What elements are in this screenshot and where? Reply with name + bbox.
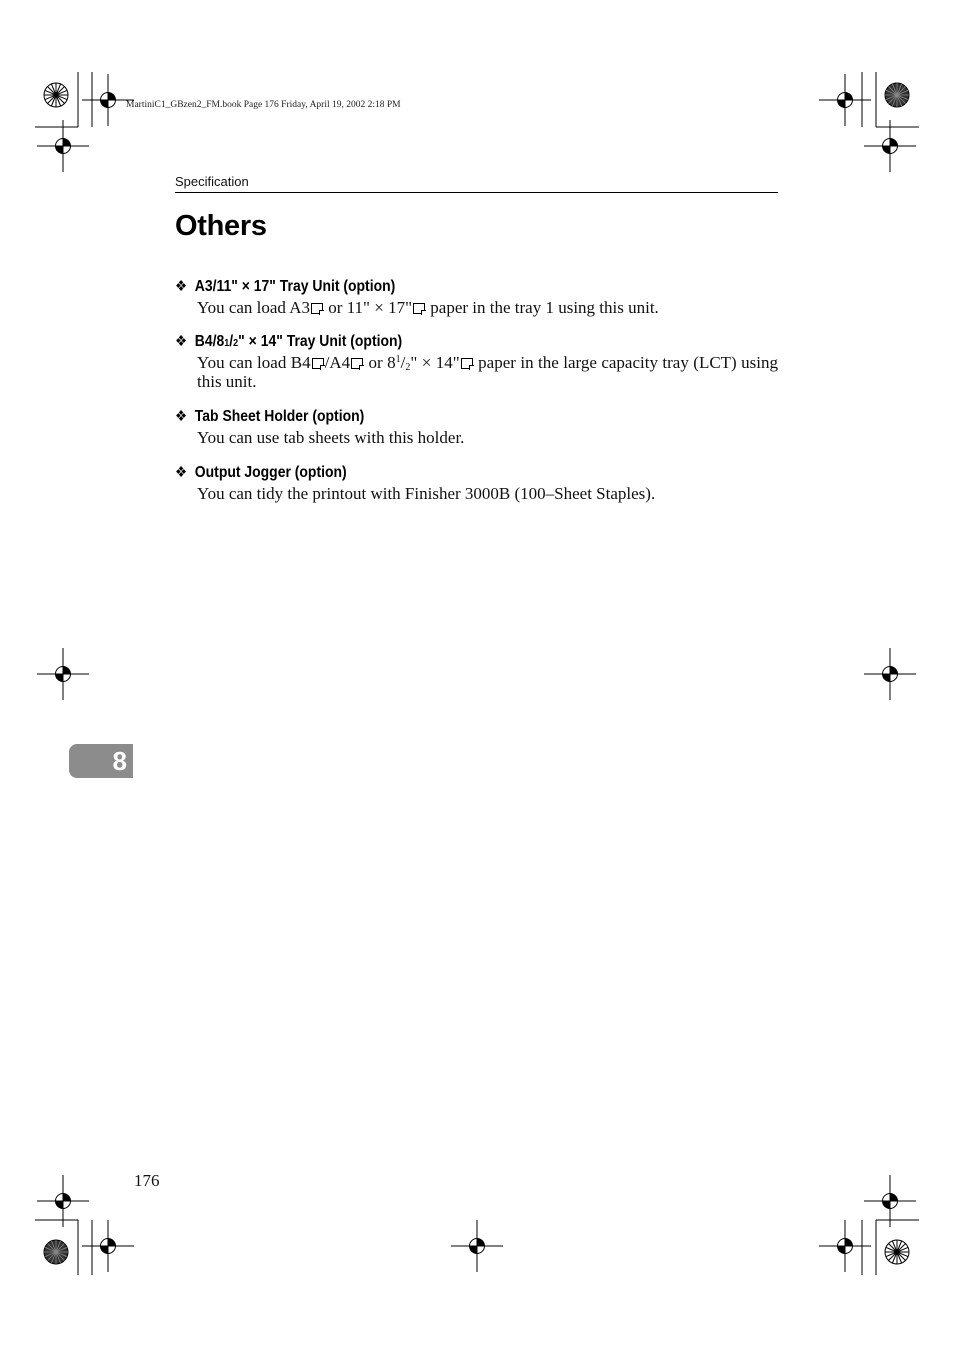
paper-orientation-icon [461,358,473,369]
chapter-number: 8 [112,745,127,776]
crop-mark-bottom-center [451,1220,503,1272]
item-description: You can tidy the printout with Finisher 3000B (100–Sheet Staples). [197,484,656,503]
item-heading [175,407,718,427]
running-header: Specification [175,174,249,189]
list-item [175,463,778,503]
chapter-tab [69,744,133,778]
crop-mark-bottom-right [819,1175,919,1275]
list-item [175,407,778,447]
heading-text: Tab Sheet Holder (option) [194,408,365,425]
paper-orientation-icon [311,303,323,314]
item-description [197,353,778,391]
times-sign: × [248,333,257,350]
body-text: You can load B4 [197,353,311,372]
body-text: or 8 [364,353,396,372]
crop-mark-bottom-left [35,1175,134,1275]
heading-text: Output Jogger (option) [194,464,347,481]
paper-orientation-icon [312,358,324,369]
body-text: paper in the large capacity tray (LCT) using this unit. [197,353,778,391]
body-text: " × 14" [410,353,460,372]
body-text: /A4 [324,353,351,372]
fraction-slash: / [400,353,406,372]
list-item [175,332,778,391]
heading-text: " [238,333,249,350]
diamond-bullet-icon: ❖ [175,278,188,295]
page-number: 176 [134,1171,160,1190]
body-text: or 11" × 17" [324,298,413,317]
heading-text: A3/11" [194,278,242,295]
list-item [175,277,778,317]
fraction-slash: / [229,333,234,350]
file-info: MartiniC1_GBzen2_FM.book Page 176 Friday, April 19, 2002 2:18 PM [126,100,401,110]
diamond-bullet-icon: ❖ [175,464,188,481]
crop-mark-top-left [35,72,134,172]
header-rule [175,192,778,193]
fraction-denominator: 2 [405,362,411,373]
crop-mark-top-right [819,72,919,172]
fraction-numerator: 1 [395,354,401,365]
diamond-bullet-icon: ❖ [175,333,188,350]
item-description: You can use tab sheets with this holder. [197,428,465,447]
paper-orientation-icon [413,303,425,314]
item-heading [175,277,718,297]
crop-mark-middle-right [864,648,916,700]
body-text: paper in the tray 1 using this unit. [426,298,659,317]
item-heading: ❖ B4/8 1 / 2 " × 14" Tray Unit (option) [175,333,403,350]
item-heading [175,463,718,483]
heading-text: 17" Tray Unit (option) [249,278,396,295]
item-description [197,298,778,317]
diamond-bullet-icon: ❖ [175,408,188,425]
heading-text: B4/8 [194,333,225,350]
body-text: You can load A3 [197,298,311,317]
paper-orientation-icon [351,358,363,369]
heading-text: 14" Tray Unit (option) [256,333,403,350]
times-sign: × [241,278,250,295]
crop-mark-middle-left [37,648,89,700]
page-title: Others [175,210,267,242]
